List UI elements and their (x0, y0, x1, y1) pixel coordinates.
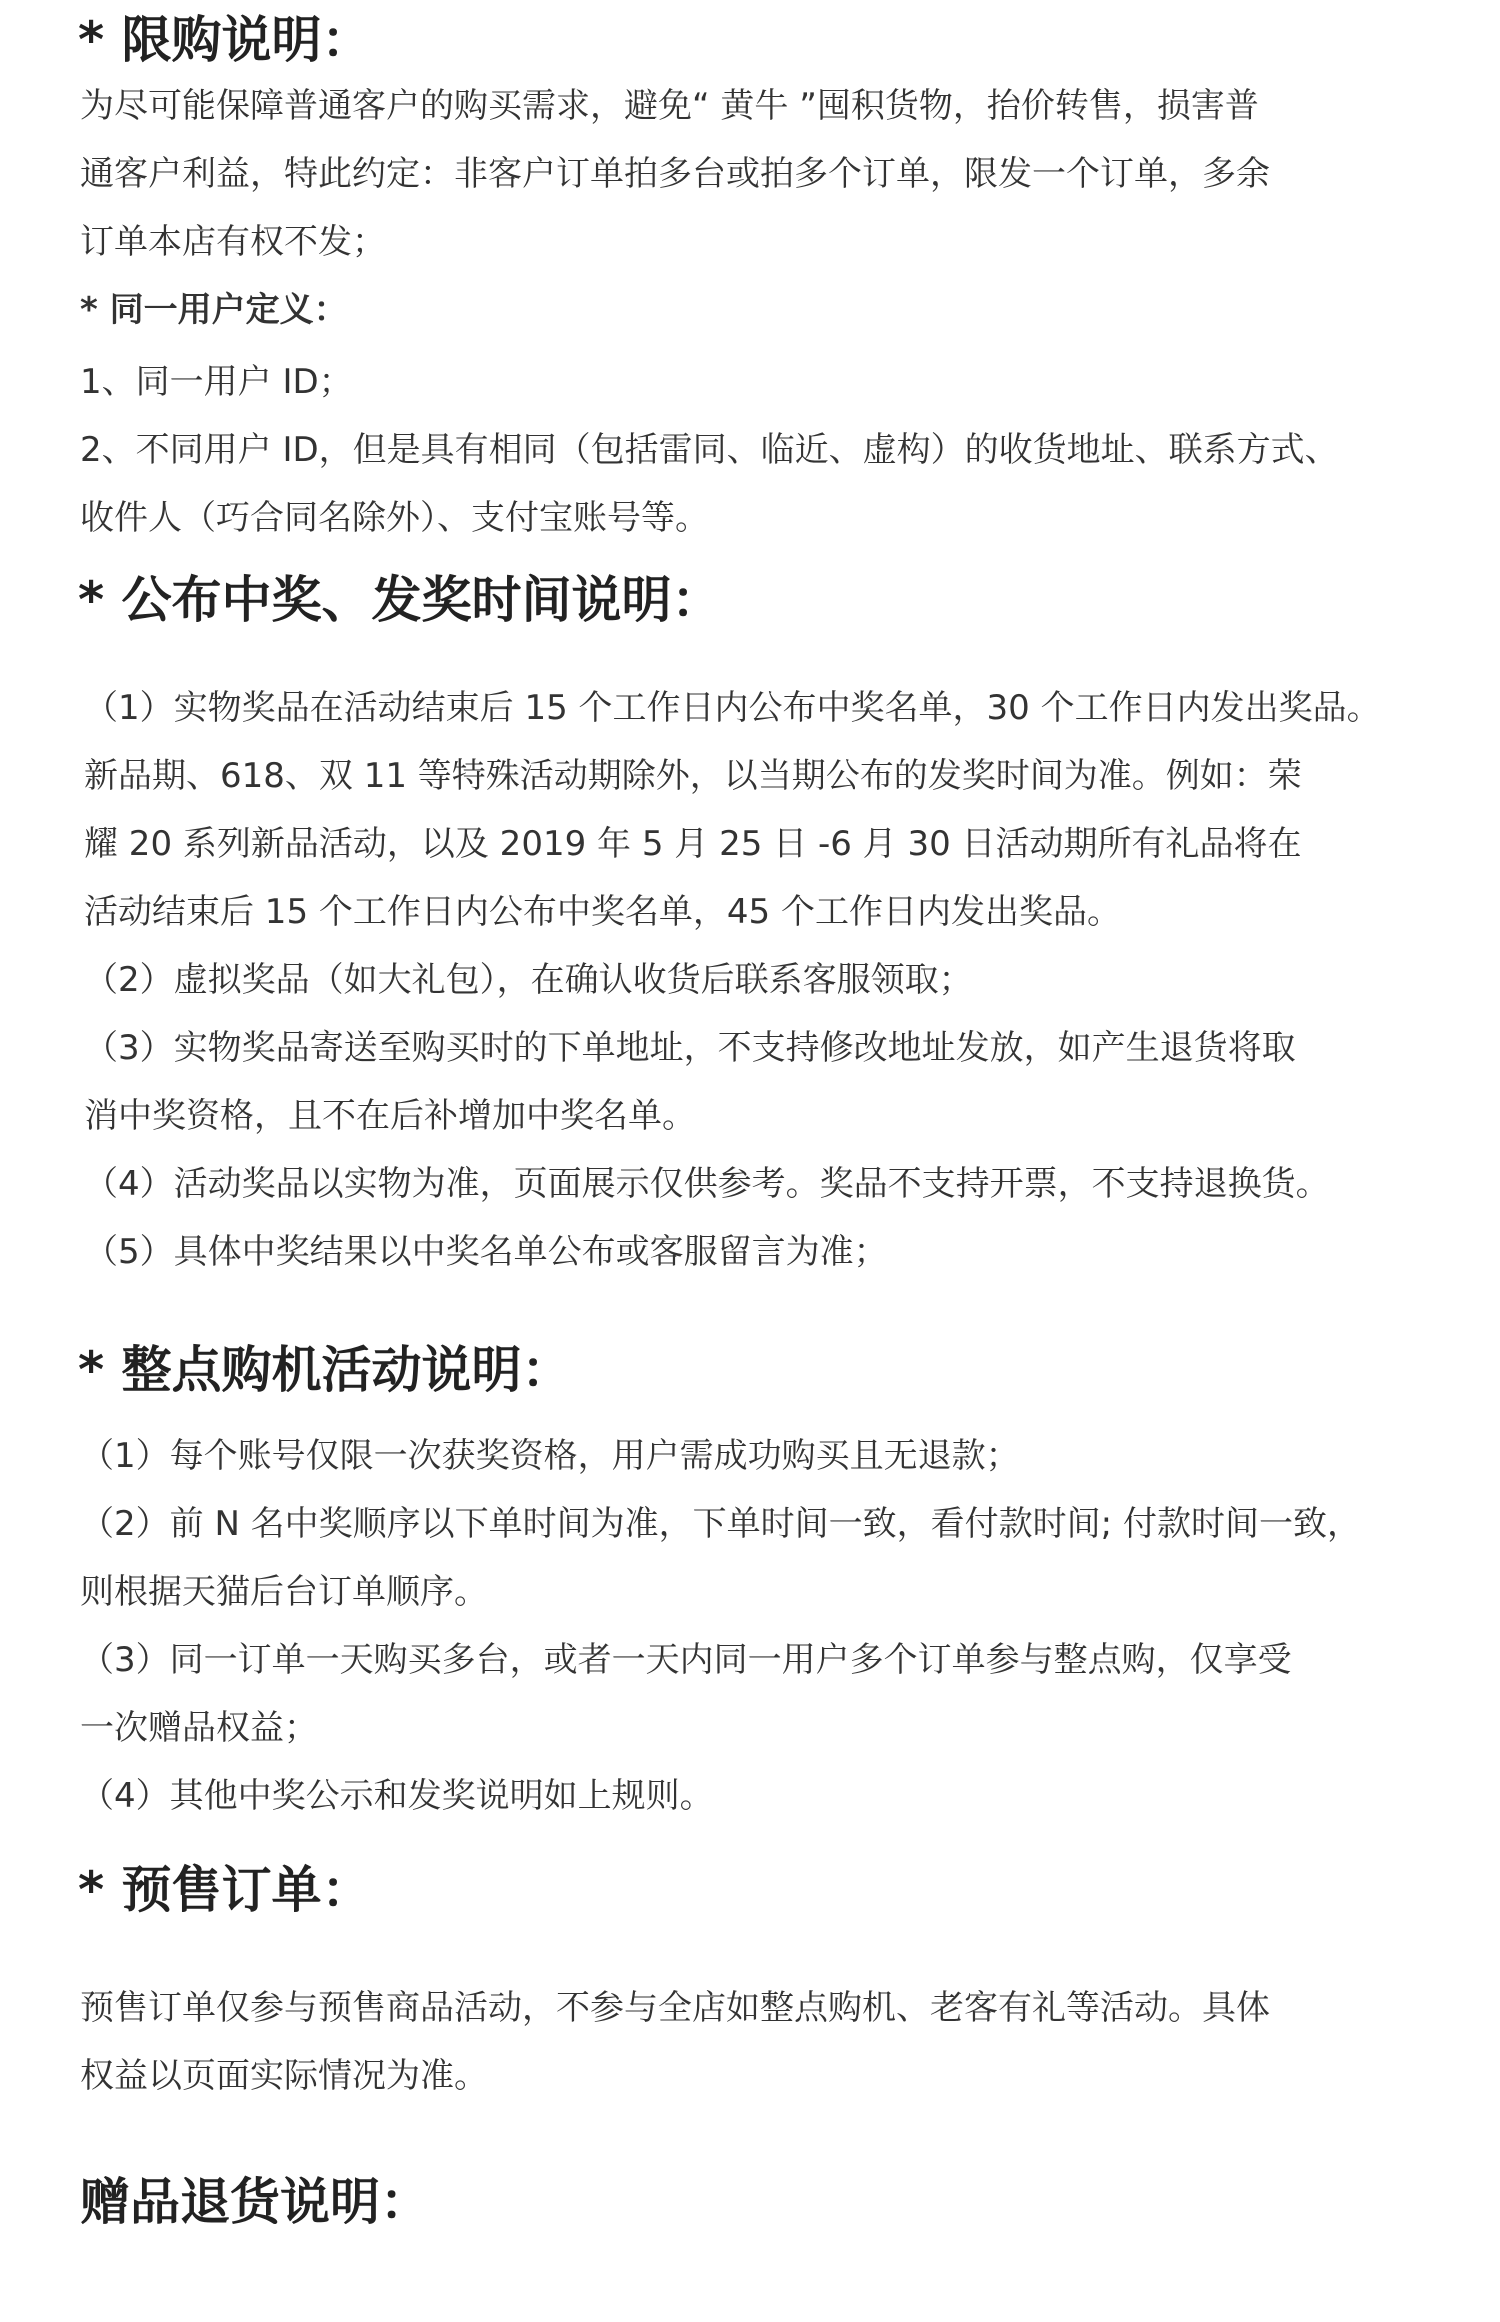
prize-line-9: （5）具体中奖结果以中奖名单公布或客服留言为准； (84, 1232, 888, 1272)
prize-line-8: （4）活动奖品以实物为准，页面展示仅供参考。奖品不支持开票，不支持退换货。 (84, 1164, 1330, 1204)
hourly-line-5: 一次赠品权益； (80, 1708, 318, 1748)
prize-line-3: 耀 20 系列新品活动，以及 2019 年 5 月 25 日 -6 月 30 日活动期所有礼品将在 (84, 824, 1302, 864)
purchase-limit-line-3: 订单本店有权不发； (80, 222, 386, 262)
purchase-limit-line-2: 通客户利益，特此约定：非客户订单拍多台或拍多个订单，限发一个订单，多余 (80, 154, 1270, 194)
purchase-limit-line-1: 为尽可能保障普通客户的购买需求，避免“ 黄牛 ”囤积货物，抬价转售，损害普 (80, 86, 1259, 126)
prize-line-4: 活动结束后 15 个工作日内公布中奖名单，45 个工作日内发出奖品。 (84, 892, 1121, 932)
hourly-line-3: 则根据天猫后台订单顺序。 (80, 1572, 488, 1612)
same-user-line-2: 2、不同用户 ID，但是具有相同（包括雷同、临近、虚构）的收货地址、联系方式、 (80, 430, 1339, 470)
same-user-line-1: 1、同一用户 ID； (80, 362, 353, 402)
prize-announcement-title: * 公布中奖、发奖时间说明： (78, 571, 722, 629)
purchase-limit-title: * 限购说明： (78, 11, 372, 69)
prize-line-2: 新品期、618、双 11 等特殊活动期除外，以当期公布的发奖时间为准。例如：荣 (84, 756, 1302, 796)
same-user-line-3: 收件人（巧合同名除外）、支付宝账号等。 (80, 498, 709, 538)
hourly-line-2: （2）前 N 名中奖顺序以下单时间为准，下单时间一致，看付款时间; 付款时间一致， (80, 1504, 1361, 1544)
hourly-purchase-title: * 整点购机活动说明： (78, 1341, 572, 1399)
presale-line-1: 预售订单仅参与预售商品活动，不参与全店如整点购机、老客有礼等活动。具体 (80, 1988, 1270, 2028)
same-user-definition-title: * 同一用户定义： (80, 290, 348, 330)
prize-line-5: （2）虚拟奖品（如大礼包），在确认收货后联系客服领取； (84, 960, 973, 1000)
presale-line-2: 权益以页面实际情况为准。 (80, 2056, 488, 2096)
prize-line-7: 消中奖资格，且不在后补增加中奖名单。 (84, 1096, 696, 1136)
gift-return-title: 赠品退货说明： (80, 2173, 430, 2231)
hourly-line-6: （4）其他中奖公示和发奖说明如上规则。 (80, 1776, 714, 1816)
presale-title: * 预售订单： (78, 1861, 372, 1919)
hourly-line-4: （3）同一订单一天购买多台，或者一天内同一用户多个订单参与整点购，仅享受 (80, 1640, 1292, 1680)
prize-line-6: （3）实物奖品寄送至购买时的下单地址，不支持修改地址发放，如产生退货将取 (84, 1028, 1296, 1068)
prize-line-1: （1）实物奖品在活动结束后 15 个工作日内公布中奖名单，30 个工作日内发出奖品。 (84, 688, 1381, 728)
hourly-line-1: （1）每个账号仅限一次获奖资格，用户需成功购买且无退款； (80, 1436, 1020, 1476)
